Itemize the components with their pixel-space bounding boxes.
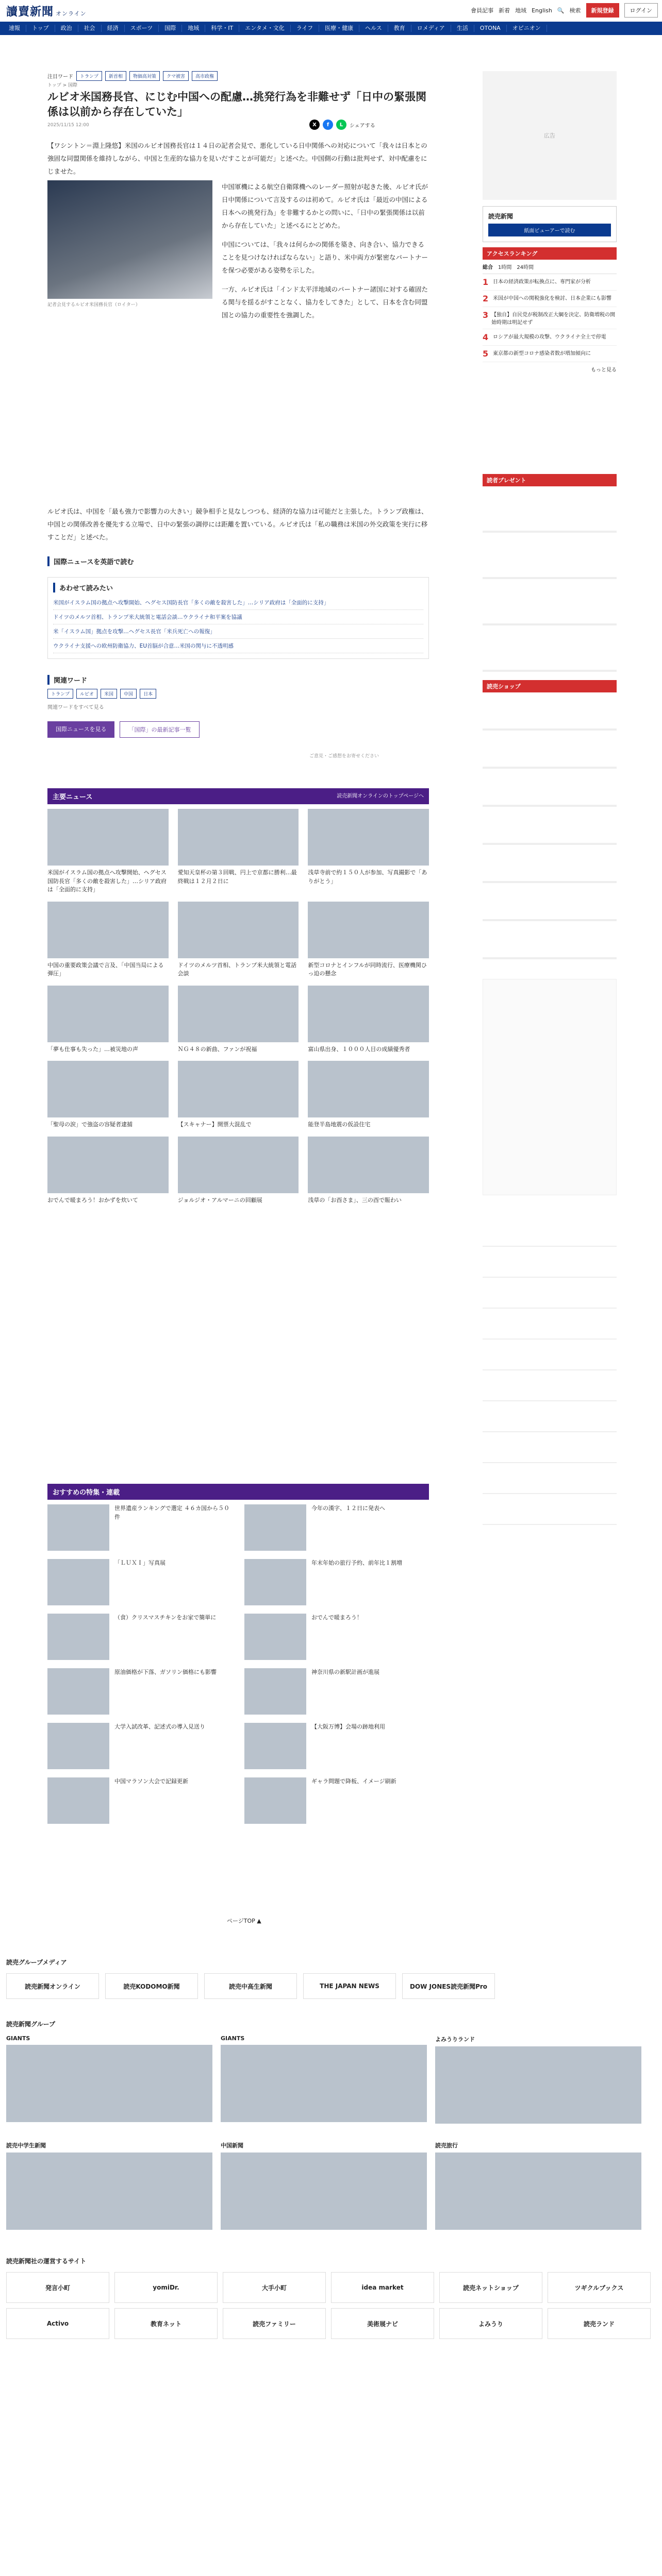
site-logo-link[interactable]: 美術展ナビ bbox=[331, 2308, 434, 2339]
x-share-icon[interactable]: X bbox=[309, 120, 320, 130]
ranking-headline[interactable]: ロシアが最大規模の攻撃、ウクライナ全土で停電 bbox=[493, 334, 606, 340]
news-item[interactable] bbox=[178, 902, 299, 978]
keyword-tag[interactable]: 日本 bbox=[140, 689, 156, 699]
feature-headline[interactable]: おでんで暖まろう！ bbox=[311, 1614, 362, 1621]
news-headline[interactable]: 中国の重要政策会議で言及、「中国当局による弾圧」 bbox=[47, 961, 164, 977]
article-date: 2025/11/15 12:00 bbox=[47, 123, 89, 128]
site-logo-link[interactable]: yomiDr. bbox=[114, 2272, 218, 2303]
news-item[interactable] bbox=[308, 902, 429, 978]
group-image[interactable] bbox=[435, 2046, 641, 2124]
ranking-headline[interactable]: 日本の経済政策が転換点に、専門家が分析 bbox=[493, 279, 591, 285]
tag-item[interactable]: クマ被害 bbox=[163, 71, 189, 81]
site-logo-link[interactable]: 読売ネットショップ bbox=[439, 2272, 542, 2303]
media-logo[interactable]: THE JAPAN NEWS bbox=[303, 1973, 396, 1999]
group-card[interactable] bbox=[6, 2141, 212, 2239]
feature-headline[interactable]: （食）クリスマスチキンをお家で簡単に bbox=[114, 1614, 217, 1621]
news-thumbnail[interactable] bbox=[308, 809, 429, 866]
group-image[interactable] bbox=[6, 2153, 212, 2230]
main-nav bbox=[0, 22, 662, 35]
media-logo[interactable]: DOW JONES読売新聞Pro bbox=[402, 1973, 495, 1999]
ranking-number: 5 bbox=[483, 349, 489, 359]
feature-thumbnail[interactable] bbox=[47, 1777, 109, 1824]
news-headline[interactable]: 浅草の「お酉さま」、三の酉で賑わい bbox=[308, 1196, 402, 1204]
line-share-icon[interactable]: L bbox=[336, 120, 346, 130]
ranking-heading: アクセスランキング bbox=[483, 247, 617, 260]
keywords-more-link[interactable]: 関連ワードをすべて見る bbox=[47, 705, 104, 710]
article-body bbox=[47, 139, 429, 184]
news-item[interactable] bbox=[178, 986, 299, 1054]
feature-item[interactable] bbox=[244, 1559, 429, 1605]
feature-headline[interactable]: ギャラ問題で降板、イメージ刷新 bbox=[311, 1778, 396, 1785]
present-list[interactable] bbox=[483, 486, 617, 672]
news-item[interactable] bbox=[47, 809, 169, 894]
media-logo[interactable]: 読売中高生新聞 bbox=[204, 1973, 297, 1999]
news-item[interactable] bbox=[47, 986, 169, 1054]
feature-item[interactable] bbox=[244, 1668, 429, 1715]
news-headline[interactable]: 能登半島地震の仮設住宅 bbox=[308, 1121, 371, 1128]
news-headline[interactable]: おでんで暖まろう！おかずを炊いて bbox=[47, 1196, 138, 1204]
site-logo-link[interactable]: idea market bbox=[331, 2272, 434, 2303]
site-header bbox=[0, 0, 662, 22]
ranking-headline[interactable]: 米国が中国への関税強化を検討、日本企業にも影響 bbox=[493, 296, 611, 301]
ranking-tab[interactable]: 1時間 bbox=[498, 265, 512, 270]
nav-item[interactable]: 地域 bbox=[182, 25, 205, 32]
news-thumbnail[interactable] bbox=[47, 986, 169, 1042]
feature-thumbnail[interactable] bbox=[47, 1668, 109, 1715]
group-name: GIANTS bbox=[6, 2035, 30, 2042]
news-headline[interactable]: 「夢も仕事も失った」…被災地の声 bbox=[47, 1045, 138, 1053]
ranking-number: 2 bbox=[483, 294, 489, 303]
feature-headline[interactable]: 神奈川県の新駅計画が進展 bbox=[311, 1669, 379, 1675]
related-link[interactable]: ウクライナ支援への欧州防衛協力、EU首脳が合意…米国の関与に不透明感 bbox=[53, 639, 423, 653]
news-thumbnail[interactable] bbox=[178, 809, 299, 866]
group-card[interactable] bbox=[435, 2141, 641, 2239]
keyword-tag[interactable]: 米国 bbox=[101, 689, 117, 699]
related-link[interactable]: 米国がイスラム国の拠点へ攻撃開始、ヘグセス国防長官「多くの敵を殺害した」…シリア政府は「全面的に支持」 bbox=[53, 596, 423, 610]
paper-title: 読売新聞 bbox=[488, 213, 514, 220]
nav-item[interactable]: 経済 bbox=[102, 25, 125, 32]
nav-item[interactable]: 政治 bbox=[55, 25, 78, 32]
news-headline[interactable]: ジョルジオ・アルマーニの回顧展 bbox=[177, 1196, 262, 1204]
ranking-item[interactable] bbox=[483, 307, 617, 329]
paper-viewer bbox=[483, 206, 617, 242]
related-link[interactable]: ドイツのメルツ首相、トランプ米大統領と電話会談…ウクライナ和平案を協議 bbox=[53, 610, 423, 624]
site-logo-link[interactable]: 読売ファミリー bbox=[223, 2308, 326, 2339]
paper-viewer-button[interactable]: 紙面ビューアーで読む bbox=[488, 224, 611, 236]
media-heading: 読売グループメディア bbox=[6, 1959, 67, 1966]
group-image[interactable] bbox=[221, 2045, 427, 2122]
feature-item[interactable] bbox=[47, 1614, 232, 1660]
ranking-item[interactable] bbox=[483, 329, 617, 346]
ranking-item[interactable] bbox=[483, 274, 617, 291]
facebook-share-icon[interactable]: f bbox=[323, 120, 333, 130]
feature-thumbnail[interactable] bbox=[47, 1723, 109, 1769]
present-box bbox=[483, 474, 617, 672]
main-news-title: 主要ニュース bbox=[53, 793, 93, 801]
feature-item[interactable] bbox=[47, 1723, 232, 1769]
ranking-tab[interactable]: 24時間 bbox=[517, 265, 534, 270]
feature-item[interactable] bbox=[47, 1668, 232, 1715]
news-thumbnail[interactable] bbox=[47, 1137, 169, 1193]
news-headline[interactable]: 「聖母の涙」で強盗の容疑者逮捕 bbox=[47, 1121, 133, 1128]
article-paragraph: 中国軍機による航空自衛隊機へのレーダー照射が起きた後、ルビオ氏が日中関係について言及するのは初めて。ルビオ氏は「最近の中国による日本への挑発行為」を非難するかとの問いに、「日中の緊張関係は以前から存在していた」と述べるにとどめた。 bbox=[222, 183, 428, 229]
related-box bbox=[47, 577, 429, 659]
news-item[interactable] bbox=[178, 1061, 299, 1129]
ad-banner[interactable]: 広告 bbox=[483, 71, 617, 200]
ranking-more-link[interactable]: もっと見る bbox=[591, 367, 617, 373]
feature-headline[interactable]: 年末年始の旅行予約、前年比１割増 bbox=[311, 1560, 402, 1566]
news-headline[interactable]: ドイツのメルツ首相、トランプ米大統領と電話会談 bbox=[177, 961, 297, 977]
keywords-heading: 関連ワード bbox=[47, 675, 429, 685]
nav-item[interactable]: 医療・健康 bbox=[319, 25, 359, 32]
shop-box bbox=[483, 680, 617, 971]
keyword-tag[interactable]: ルビオ bbox=[76, 689, 97, 699]
group-image[interactable] bbox=[221, 2153, 427, 2230]
header-link[interactable]: 新着 bbox=[499, 7, 510, 14]
group-image[interactable] bbox=[435, 2153, 641, 2230]
tag-item[interactable]: 高市政権 bbox=[192, 71, 218, 81]
related-heading: あわせて読みたい bbox=[53, 583, 423, 592]
feature-thumbnail[interactable] bbox=[244, 1504, 306, 1551]
news-headline[interactable]: ＮＧ４８の新曲、ファンが祝福 bbox=[177, 1045, 257, 1053]
group-name: GIANTS bbox=[221, 2035, 245, 2042]
news-thumbnail[interactable] bbox=[308, 1061, 429, 1117]
nav-item[interactable]: 速報 bbox=[3, 25, 26, 32]
ranking-headline[interactable]: 東京都の新型コロナ感染者数が増加傾向に bbox=[493, 351, 591, 357]
site-logo-link[interactable]: Activo bbox=[6, 2308, 109, 2339]
photo-caption: 記者会見するルビオ米国務長官（ロイター） bbox=[47, 302, 140, 308]
news-headline[interactable]: 富山県出身、１０００人目の成績優秀者 bbox=[308, 1045, 410, 1053]
feature-thumbnail[interactable] bbox=[244, 1723, 306, 1769]
nav-item[interactable]: 社会 bbox=[78, 25, 102, 32]
related-link[interactable]: 米「イスラム国」拠点を攻撃…ヘグセス長官「米兵死亡への報復」 bbox=[53, 624, 423, 639]
ranking-box bbox=[483, 247, 617, 376]
tag-item[interactable]: トランプ bbox=[76, 71, 102, 81]
features-header: おすすめの特集・連載 bbox=[47, 1484, 429, 1500]
tag-item[interactable]: 物価高対策 bbox=[129, 71, 160, 81]
news-item[interactable] bbox=[308, 1061, 429, 1129]
sidebar-more[interactable] bbox=[483, 1216, 617, 1525]
main-news-header bbox=[47, 788, 429, 804]
keyword-tag[interactable]: トランプ bbox=[47, 689, 73, 699]
news-headline[interactable]: 愛知天皇杯の第３回戦、円上で京都に勝利…最終戦は１２月２日に bbox=[177, 869, 297, 885]
nav-item[interactable]: ヘルス bbox=[359, 25, 388, 32]
header-link[interactable]: 會員記事 bbox=[471, 7, 494, 14]
nav-item[interactable]: スポーツ bbox=[125, 25, 159, 32]
ranking-number: 4 bbox=[483, 332, 489, 342]
feature-headline[interactable]: 【大阪万博】会場の跡地利用 bbox=[311, 1723, 385, 1730]
site-logo-link[interactable]: 発言小町 bbox=[6, 2272, 109, 2303]
nav-item[interactable]: トップ bbox=[26, 25, 55, 32]
ranking-headline[interactable]: 【独自】自民党が税制改正大綱を決定、防衛増税の開始時期は明記せず bbox=[491, 312, 616, 326]
media-logo[interactable]: 読売新聞オンライン bbox=[6, 1973, 99, 1999]
news-headline[interactable]: 【スキャナー】開票大混乱で bbox=[177, 1121, 252, 1128]
trending-tags bbox=[47, 71, 218, 81]
article-body-bottom bbox=[47, 505, 429, 550]
group-name: よみうりランド bbox=[435, 2036, 475, 2043]
article-paragraph: 中国については、「我々は何らかの関係を築き、向き合い、協力できることを見つけなければならない」と語り、米中両方が緊密なパートナーを保つ必要がある姿勢を示した。 bbox=[222, 241, 428, 274]
news-item[interactable] bbox=[178, 1137, 299, 1205]
feature-item[interactable] bbox=[47, 1777, 232, 1824]
feature-thumbnail[interactable] bbox=[47, 1559, 109, 1605]
english-link[interactable]: 国際ニュースを英語で読む bbox=[47, 556, 429, 566]
nav-item[interactable]: 国際 bbox=[159, 25, 182, 32]
news-thumbnail[interactable] bbox=[178, 986, 299, 1042]
main-news-grid bbox=[47, 809, 429, 1205]
intl-news-button[interactable]: 国際ニュースを見る bbox=[47, 721, 114, 738]
header-links bbox=[471, 3, 658, 18]
share-label[interactable]: シェアする bbox=[350, 123, 375, 129]
intl-latest-button[interactable]: 「国際」の最新記事一覧 bbox=[120, 721, 200, 738]
feature-thumbnail[interactable] bbox=[47, 1504, 109, 1551]
site-logo-link[interactable]: ツギクルブックス bbox=[548, 2272, 651, 2303]
footer bbox=[0, 1947, 662, 2576]
feature-headline[interactable]: 今年の漢字、１２日に発表へ bbox=[311, 1505, 385, 1512]
news-headline[interactable]: 米国がイスラム国の拠点へ攻撃開始、ヘグセス国防長官「多くの敵を殺害した」…シリア政府は「全面的に支持」 bbox=[47, 869, 167, 893]
header-link[interactable]: 地域 bbox=[515, 7, 527, 14]
feature-headline[interactable]: 中国マラソン大会で記録更新 bbox=[114, 1778, 188, 1785]
tag-item[interactable]: 新首相 bbox=[105, 71, 126, 81]
nav-item[interactable]: 教育 bbox=[388, 25, 411, 32]
search-label[interactable]: 検索 bbox=[569, 7, 581, 14]
site-logo-link[interactable]: よみうり bbox=[439, 2308, 542, 2339]
search-icon[interactable]: 🔍 bbox=[557, 7, 565, 14]
tags-label: 注目ワード bbox=[47, 74, 73, 80]
site-logo[interactable]: 讀賣新聞 オンライン bbox=[6, 5, 87, 19]
news-thumbnail[interactable] bbox=[308, 986, 429, 1042]
feature-headline[interactable]: 大学入試改革、記述式の導入見送り bbox=[114, 1723, 205, 1730]
group-card[interactable] bbox=[6, 2035, 212, 2133]
nav-item[interactable]: 科学・IT bbox=[205, 25, 239, 32]
media-logo[interactable]: 読売KODOMO新聞 bbox=[105, 1973, 198, 1999]
article-buttons bbox=[47, 721, 200, 738]
feature-item[interactable] bbox=[244, 1504, 429, 1551]
breadcrumb[interactable]: トップ > 国際 bbox=[47, 83, 77, 88]
features-grid bbox=[47, 1504, 429, 1824]
shop-list[interactable] bbox=[483, 692, 617, 971]
news-thumbnail[interactable] bbox=[178, 1137, 299, 1193]
feedback-link[interactable]: ご意見・ご感想をお寄せください bbox=[309, 754, 379, 759]
news-thumbnail[interactable] bbox=[47, 1061, 169, 1117]
group-card[interactable] bbox=[435, 2035, 641, 2133]
article-paragraph: ルビオ氏は、中国を「最も強力で影響力の大きい」競争相手と見なしつつも、経済的な協力は可能だと主張した。トランプ政権は、中国との関係改善を優先する立場で、日中の緊張の調停には距離を置いている。ルビオ氏は「私の職務は米国の外交政策を実行に移すことだ」と述べた。 bbox=[47, 507, 428, 541]
news-item[interactable] bbox=[47, 902, 169, 978]
nav-item[interactable]: 生活 bbox=[451, 25, 474, 32]
news-item[interactable] bbox=[308, 809, 429, 894]
feature-item[interactable] bbox=[244, 1614, 429, 1660]
ranking-number: 3 bbox=[483, 310, 489, 320]
share-bar bbox=[309, 120, 375, 130]
news-thumbnail[interactable] bbox=[47, 809, 169, 866]
feature-thumbnail[interactable] bbox=[244, 1668, 306, 1715]
feature-headline[interactable]: 原油価格が下落、ガソリン価格にも影響 bbox=[114, 1669, 217, 1675]
sidebar-links bbox=[483, 979, 617, 1195]
feature-thumbnail[interactable] bbox=[244, 1614, 306, 1660]
nav-item[interactable]: オピニオン bbox=[507, 25, 547, 32]
site-logo-link[interactable]: 読売ランド bbox=[548, 2308, 651, 2339]
news-thumbnail[interactable] bbox=[47, 902, 169, 958]
keywords-section bbox=[47, 675, 429, 710]
news-item[interactable] bbox=[308, 1137, 429, 1205]
feature-thumbnail[interactable] bbox=[244, 1777, 306, 1824]
article-photo[interactable] bbox=[47, 180, 212, 299]
news-item[interactable] bbox=[47, 1137, 169, 1205]
news-thumbnail[interactable] bbox=[178, 902, 299, 958]
news-thumbnail[interactable] bbox=[308, 902, 429, 958]
article-body-right bbox=[222, 180, 429, 328]
news-headline[interactable]: 浅草寺前で約１５０人が参加、写真撮影で「ありがとう」 bbox=[308, 869, 427, 885]
news-item[interactable] bbox=[178, 809, 299, 894]
page-top-link[interactable]: ページTOP ▲ bbox=[227, 1918, 261, 1924]
news-thumbnail[interactable] bbox=[178, 1061, 299, 1117]
ranking-number: 1 bbox=[483, 277, 489, 287]
news-item[interactable] bbox=[47, 1061, 169, 1129]
header-link[interactable]: English bbox=[532, 7, 552, 14]
news-item[interactable] bbox=[308, 986, 429, 1054]
feature-thumbnail[interactable] bbox=[47, 1614, 109, 1660]
group-card[interactable] bbox=[221, 2141, 427, 2239]
nav-item[interactable]: ライフ bbox=[291, 25, 319, 32]
group-image[interactable] bbox=[6, 2045, 212, 2122]
subscribe-button[interactable]: 新規登録 bbox=[586, 3, 619, 18]
site-logo-link[interactable]: 教育ネット bbox=[114, 2308, 218, 2339]
feature-thumbnail[interactable] bbox=[244, 1559, 306, 1605]
feature-headline[interactable]: 「ＬＵＸＩ」写真展 bbox=[114, 1560, 166, 1566]
feature-item[interactable] bbox=[244, 1777, 429, 1824]
group-name: 読売中学生新聞 bbox=[6, 2142, 46, 2149]
ranking-tab[interactable]: 総合 bbox=[483, 265, 493, 270]
shop-heading: 読売ショップ bbox=[483, 680, 617, 692]
group-heading: 読売新聞グループ bbox=[6, 2021, 56, 2028]
nav-item[interactable]: ロメディア bbox=[411, 25, 451, 32]
ranking-item[interactable] bbox=[483, 346, 617, 362]
feature-headline[interactable]: 世界遺産ランキングで選定 ４６カ国から５０件 bbox=[114, 1505, 230, 1520]
login-button[interactable]: ログイン bbox=[624, 3, 658, 18]
present-heading: 読者プレゼント bbox=[483, 474, 617, 486]
article-paragraph: 一方、ルビオ氏は「インド太平洋地域のパートナー諸国に対する確固たる関与を揺るがすことなく、協力をしてきた」として、日本を含む同盟国との協力の重要性を強調した。 bbox=[222, 285, 428, 319]
keyword-tag[interactable]: 中国 bbox=[120, 689, 137, 699]
select-heading: 読売新聞社の運営するサイト bbox=[6, 2258, 87, 2265]
news-thumbnail[interactable] bbox=[308, 1137, 429, 1193]
article-lead: 【ワシントン＝淵上隆悠】米国のルビオ国務長官は１４日の記者会見で、悪化している日中関係への対応について「我々は日本との強固な同盟関係を維持しながら、中国と生産的な協力を見いだすことが可能だ」と述べた。中国側の行動は批判せず、対中配慮をにじませた。 bbox=[47, 142, 427, 175]
site-logo-link[interactable]: 大手小町 bbox=[223, 2272, 326, 2303]
group-name: 読売旅行 bbox=[435, 2142, 458, 2149]
nav-item[interactable]: OTONA bbox=[474, 25, 507, 32]
nav-item[interactable]: エンタメ・文化 bbox=[239, 25, 291, 32]
group-card[interactable] bbox=[221, 2035, 427, 2133]
group-name: 中国新聞 bbox=[221, 2142, 243, 2149]
article-title: ルビオ米国務長官、にじむ中国への配慮…挑発行為を非難せず「日中の緊張関係は以前から存在していた」 bbox=[47, 91, 426, 118]
ranking-item[interactable] bbox=[483, 291, 617, 307]
feature-item[interactable] bbox=[47, 1504, 232, 1551]
feature-item[interactable] bbox=[244, 1723, 429, 1769]
news-headline[interactable]: 新型コロナとインフルが同時流行、医療機関ひっ迫の懸念 bbox=[308, 961, 427, 977]
top-page-link[interactable]: 読売新聞オンラインのトップページへ bbox=[337, 793, 424, 799]
feature-item[interactable] bbox=[47, 1559, 232, 1605]
